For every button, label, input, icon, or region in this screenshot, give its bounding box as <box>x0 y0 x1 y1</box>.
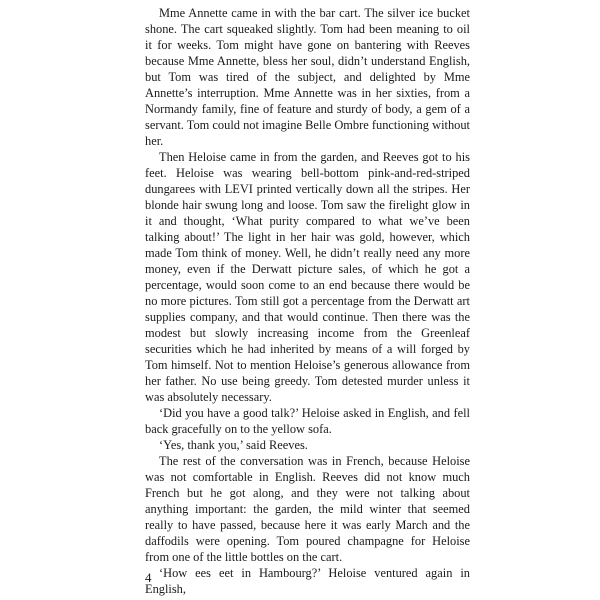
paragraph-1: Mme Annette came in with the bar cart. The silver ice bucket shone. The cart squeaked slightly. Tom had been meaning to oil it for weeks. Tom might have gone on bantering with Reeves because Mme Annette, bless her soul, didn’t understand English, but Tom was tired of the subject, and delighted by Mme Annette’s interruption. Mme Annette was in her sixties, from a Normandy family, fine of feature and sturdy of body, a gem of a servant. Tom could not imagine Belle Ombre functioning without her. <box>145 6 470 148</box>
paragraph-2: Then Heloise came in from the garden, and Reeves got to his feet. Heloise was wearing bell-bottom pink-and-red-striped dungarees with LEVI printed vertically down all the stripes. Her blonde hair swung long and loose. Tom saw the firelight glow in it and thought, ‘What purity compared to what we’ve been talking about!’ The light in her hair was gold, however, which made Tom think of money. Well, he didn’t really need any more money, even if the Derwatt picture sales, of which he got a percentage, would soon come to an end because there would be no more pictures. Tom still got a percentage from the Derwatt art supplies company, and that would continue. Then there was the modest but slowly increasing income from the Greenleaf securities which he had inherited by means of a will forged by Tom himself. Not to mention Heloise’s generous allowance from her father. No use being greedy. Tom detested murder unless it was absolutely necessary. <box>145 150 470 404</box>
paragraph-6: ‘How ees eet in Hambourg?’ Heloise ventured again in English, <box>145 566 470 596</box>
body-text <box>145 5 470 597</box>
page-number: 4 <box>145 570 152 585</box>
paragraph-4: ‘Yes, thank you,’ said Reeves. <box>159 438 308 452</box>
paragraph-3: ‘Did you have a good talk?’ Heloise asked in English, and fell back gracefully on to the yellow sofa. <box>145 406 470 436</box>
paragraph-5: The rest of the conversation was in French, because Heloise was not comfortable in English. Reeves did not know much French but he got along, and they were not talking about anything important: the garden, the mild winter that seemed really to have passed, because here it was early March and the daffodils were opening. Tom poured champagne for Heloise from one of the little bottles on the cart. <box>145 454 470 564</box>
